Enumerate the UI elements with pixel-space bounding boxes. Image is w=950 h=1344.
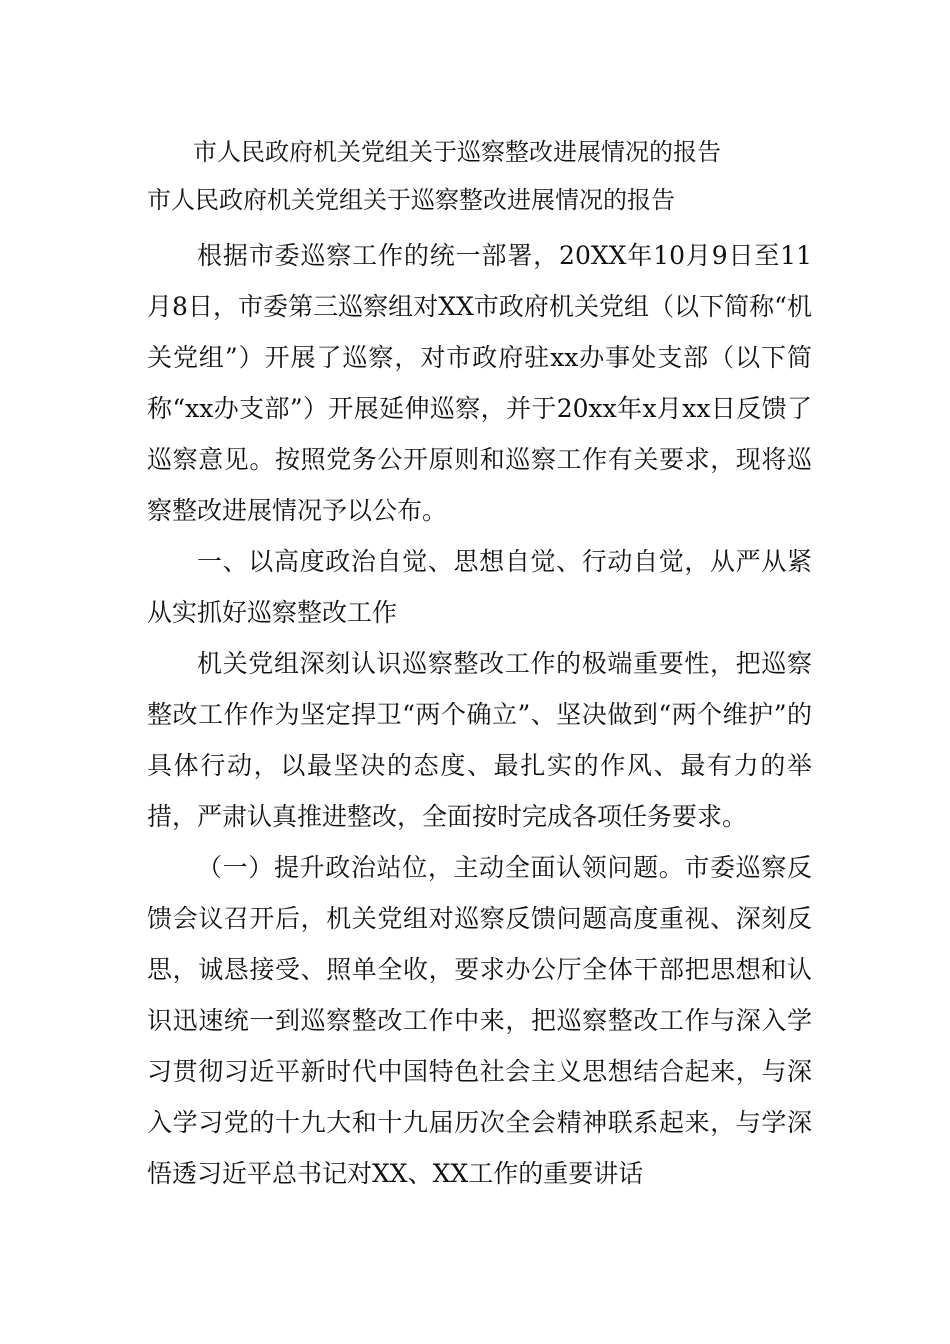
paragraph-intro: 根据市委巡察工作的统一部署，20XX年10月9日至11月8日，市委第三巡察组对XX市政府机关党组（以下简称“机关党组”）开展了巡察，对市政府驻xx办事处支部（以下简称“xx办支部”）开展延伸巡察，并于20xx年x月xx日反馈了巡察意见。按照党务公开原则和巡察工作有关要求，现将巡察整改进展情况予以公布。 — [147, 241, 812, 525]
document-title: 市人民政府机关党组关于巡察整改进展情况的报告 — [193, 138, 721, 166]
paragraph-section-1: 机关党组深刻认识巡察整改工作的极端重要性，把巡察整改工作作为坚定捍卫“两个确立”、坚决做到“两个维护”的具体行动，以最坚决的态度、最扎实的作风、最有力的举措，严肃认真推进整改，全面按时完成各项任务要求。 — [147, 649, 812, 831]
paragraph-subsection-1: （一）提升政治站位，主动全面认领问题。市委巡察反馈会议召开后，机关党组对巡察反馈问题高度重视、深刻反思，诚恳接受、照单全收，要求办公厅全体干部把思想和认识迅速统一到巡察整改工作中来，把巡察整改工作与深入学习贯彻习近平新时代中国特色社会主义思想结合起来，与深入学习党的十九大和十九届历次全会精神联系起来，与学深悟透习近平总书记对XX、XX工作的重要讲话 — [147, 853, 812, 1188]
document-subtitle: 市人民政府机关党组关于巡察整改进展情况的报告 — [147, 186, 675, 214]
section-heading-1: 一、以高度政治自觉、思想自觉、行动自觉，从严从紧从实抓好巡察整改工作 — [147, 547, 812, 627]
document-body — [147, 230, 812, 1199]
